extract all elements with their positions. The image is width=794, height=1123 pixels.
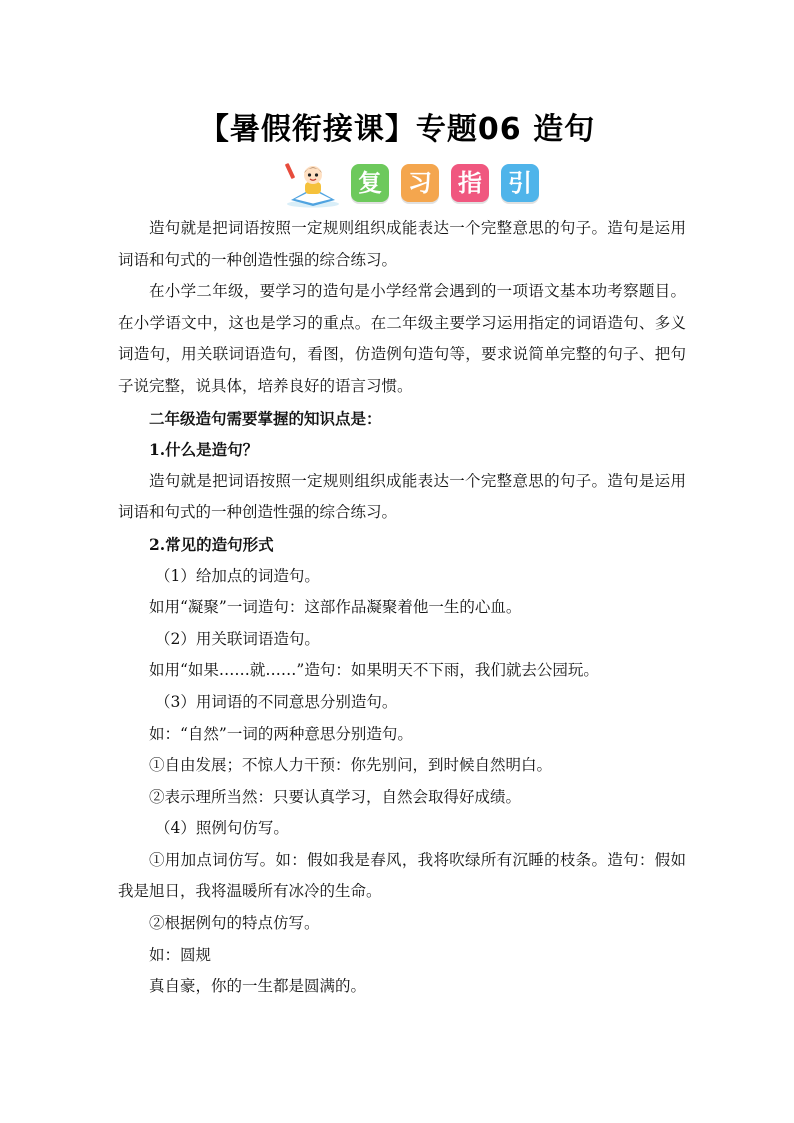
form-1-label: （1）给加点的词造句。 bbox=[155, 566, 320, 585]
form-4-example-2-sentence: 真自豪，你的一生都是圆满的。 bbox=[149, 977, 367, 996]
tile-xi: 习 bbox=[401, 164, 439, 202]
heading-what-is-sentence-making: 1.什么是造句？ bbox=[149, 440, 259, 460]
tile-fu: 复 bbox=[351, 164, 389, 202]
form-3-meaning-1: ①自由发展；不惊人力干预：你先别问，到时候自然明白。 bbox=[149, 756, 553, 775]
student-reading-icon bbox=[283, 160, 341, 208]
form-4-example-1: ①用加点词仿写。如：假如我是春风，我将吹绿所有沉睡的枝条。造句：假如我是旭日，我将温暖所有冰冷的生命。 bbox=[118, 850, 686, 901]
paragraph-grade-two-overview: 在小学二年级，要学习的造句是小学经常会遇到的一项语文基本功考察题目。在小学语文中，这也是学习的重点。在二年级主要学习运用指定的词语造句、多义词造句，用关联词语造句，看图，仿造例句造句等，要求说简单完整的句子、把句子说完整，说具体，培养良好的语言习惯。 bbox=[118, 282, 686, 395]
paragraph-definition: 造句就是把词语按照一定规则组织成能表达一个完整意思的句子。造句是运用词语和句式的一种创造性强的综合练习。 bbox=[118, 471, 686, 522]
form-2-example: 如用“如果……就……”造句：如果明天不下雨，我们就去公园玩。 bbox=[149, 661, 599, 680]
document-body bbox=[118, 213, 686, 1003]
tile-zhi: 指 bbox=[451, 164, 489, 202]
form-3-meaning-2: ②表示理所当然：只要认真学习，自然会取得好成绩。 bbox=[149, 787, 522, 806]
review-guide-banner bbox=[283, 160, 543, 208]
form-4-example-2-word: 如：圆规 bbox=[149, 945, 212, 964]
form-4-example-2-label: ②根据例句的特点仿写。 bbox=[149, 914, 320, 933]
tile-yin: 引 bbox=[501, 164, 539, 202]
paragraph-intro-definition: 造句就是把词语按照一定规则组织成能表达一个完整意思的句子。造句是运用词语和句式的一种创造性强的综合练习。 bbox=[118, 219, 686, 269]
heading-common-forms: 2.常见的造句形式 bbox=[149, 534, 274, 554]
section-heading-knowledge-points: 二年级造句需要掌握的知识点是： bbox=[149, 408, 382, 428]
form-4-label: （4）照例句仿写。 bbox=[155, 819, 289, 838]
form-2-label: （2）用关联词语造句。 bbox=[155, 629, 320, 648]
form-1-example: 如用“凝聚”一词造句：这部作品凝聚着他一生的心血。 bbox=[149, 598, 522, 617]
form-3-label: （3）用词语的不同意思分别造句。 bbox=[155, 692, 398, 711]
form-3-example: 如：“自然”一词的两种意思分别造句。 bbox=[149, 724, 413, 743]
page-title: 【暑假衔接课】专题06 造句 bbox=[198, 112, 596, 147]
